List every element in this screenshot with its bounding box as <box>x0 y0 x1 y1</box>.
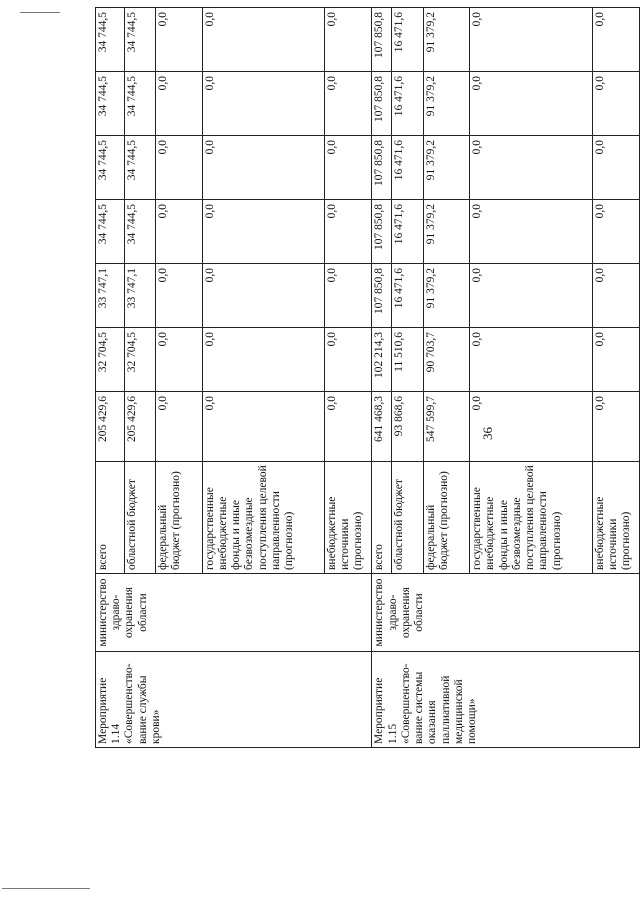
value-cell: 547 599,7 <box>423 392 470 462</box>
measure-name: Мероприятие 1.15 «Совершенство-вание системы оказания паллиативной медицинской помощи» <box>372 652 640 748</box>
source-label: государственные внебюджетные фонды и иные безвозмездные поступления целевой направленности (прогнозно) <box>202 462 324 574</box>
value-cell: 32 704,5 <box>96 328 125 392</box>
table-row <box>372 8 392 748</box>
source-label: всего <box>372 462 392 574</box>
source-label: федеральный бюджет (прогнозно) <box>423 462 470 574</box>
value-cell: 33 747,1 <box>96 264 125 328</box>
value-cell: 0,0 <box>324 200 371 264</box>
value-cell: 0,0 <box>202 328 324 392</box>
value-cell: 205 429,6 <box>124 392 155 462</box>
value-cell: 0,0 <box>324 8 371 72</box>
value-cell: 0,0 <box>470 328 592 392</box>
measure-name: Мероприятие 1.14 «Совершенство-вание службы крови» <box>96 652 372 748</box>
value-cell: 0,0 <box>592 72 640 136</box>
value-cell: 93 868,6 <box>392 392 423 462</box>
value-cell: 107 850,8 <box>372 72 392 136</box>
value-cell: 0,0 <box>592 200 640 264</box>
executor: министерство здраво-охранения области <box>96 574 372 652</box>
value-cell: 0,0 <box>156 8 203 72</box>
value-cell: 34 744,5 <box>96 136 125 200</box>
value-cell: 34 744,5 <box>96 72 125 136</box>
value-cell: 0,0 <box>592 392 640 462</box>
scan-edge-line <box>2 888 90 889</box>
value-cell: 0,0 <box>202 392 324 462</box>
value-cell: 33 747,1 <box>124 264 155 328</box>
value-cell: 0,0 <box>202 200 324 264</box>
value-cell: 16 471,6 <box>392 8 423 72</box>
value-cell: 34 744,5 <box>96 8 125 72</box>
value-cell: 641 468,3 <box>372 392 392 462</box>
value-cell: 91 379,2 <box>423 136 470 200</box>
value-cell: 16 471,6 <box>392 72 423 136</box>
value-cell: 107 850,8 <box>372 136 392 200</box>
value-cell: 0,0 <box>324 392 371 462</box>
value-cell: 34 744,5 <box>96 200 125 264</box>
value-cell: 102 214,3 <box>372 328 392 392</box>
value-cell: 0,0 <box>592 264 640 328</box>
value-cell: 0,0 <box>202 136 324 200</box>
value-cell: 91 379,2 <box>423 200 470 264</box>
value-cell: 91 379,2 <box>423 8 470 72</box>
value-cell: 0,0 <box>324 136 371 200</box>
value-cell: 0,0 <box>470 264 592 328</box>
value-cell: 0,0 <box>324 328 371 392</box>
value-cell: 0,0 <box>592 8 640 72</box>
value-cell: 16 471,6 <box>392 136 423 200</box>
value-cell: 0,0 <box>592 136 640 200</box>
value-cell: 0,0 <box>470 72 592 136</box>
value-cell: 0,0 <box>202 264 324 328</box>
value-cell: 0,0 <box>156 264 203 328</box>
value-cell: 34 744,5 <box>124 72 155 136</box>
value-cell: 0,0 <box>470 8 592 72</box>
table-row <box>96 8 125 748</box>
value-cell: 91 379,2 <box>423 72 470 136</box>
value-cell: 0,0 <box>470 200 592 264</box>
value-cell: 107 850,8 <box>372 8 392 72</box>
value-cell: 34 744,5 <box>124 200 155 264</box>
value-cell: 0,0 <box>202 8 324 72</box>
source-label: всего <box>96 462 125 574</box>
source-label: внебюджетные источники (прогнозно) <box>324 462 371 574</box>
source-label: государственные внебюджетные фонды и иные безвозмездные поступления целевой направленности (прогнозно) <box>470 462 592 574</box>
value-cell: 205 429,6 <box>96 392 125 462</box>
rotated-table-container <box>95 8 640 748</box>
executor: министерство здраво-охранения области <box>372 574 640 652</box>
scan-edge-line <box>20 12 60 13</box>
value-cell: 107 850,8 <box>372 264 392 328</box>
value-cell: 16 471,6 <box>392 264 423 328</box>
source-label: федеральный бюджет (прогнозно) <box>156 462 203 574</box>
value-cell: 0,0 <box>470 392 592 462</box>
value-cell: 0,0 <box>156 72 203 136</box>
value-cell: 0,0 <box>324 264 371 328</box>
value-cell: 0,0 <box>324 72 371 136</box>
source-label: областной бюджет <box>124 462 155 574</box>
value-cell: 107 850,8 <box>372 200 392 264</box>
value-cell: 0,0 <box>470 136 592 200</box>
value-cell: 32 704,5 <box>124 328 155 392</box>
value-cell: 0,0 <box>202 72 324 136</box>
value-cell: 34 744,5 <box>124 136 155 200</box>
source-label: внебюджетные источники (прогнозно) <box>592 462 640 574</box>
value-cell: 0,0 <box>156 136 203 200</box>
value-cell: 34 744,5 <box>124 8 155 72</box>
source-label: областной бюджет <box>392 462 423 574</box>
funding-table <box>95 7 640 748</box>
value-cell: 0,0 <box>156 328 203 392</box>
value-cell: 16 471,6 <box>392 200 423 264</box>
value-cell: 0,0 <box>156 200 203 264</box>
value-cell: 11 510,6 <box>392 328 423 392</box>
value-cell: 0,0 <box>156 392 203 462</box>
value-cell: 91 379,2 <box>423 264 470 328</box>
value-cell: 90 703,7 <box>423 328 470 392</box>
page-number: 36 <box>480 427 495 440</box>
value-cell: 0,0 <box>592 328 640 392</box>
